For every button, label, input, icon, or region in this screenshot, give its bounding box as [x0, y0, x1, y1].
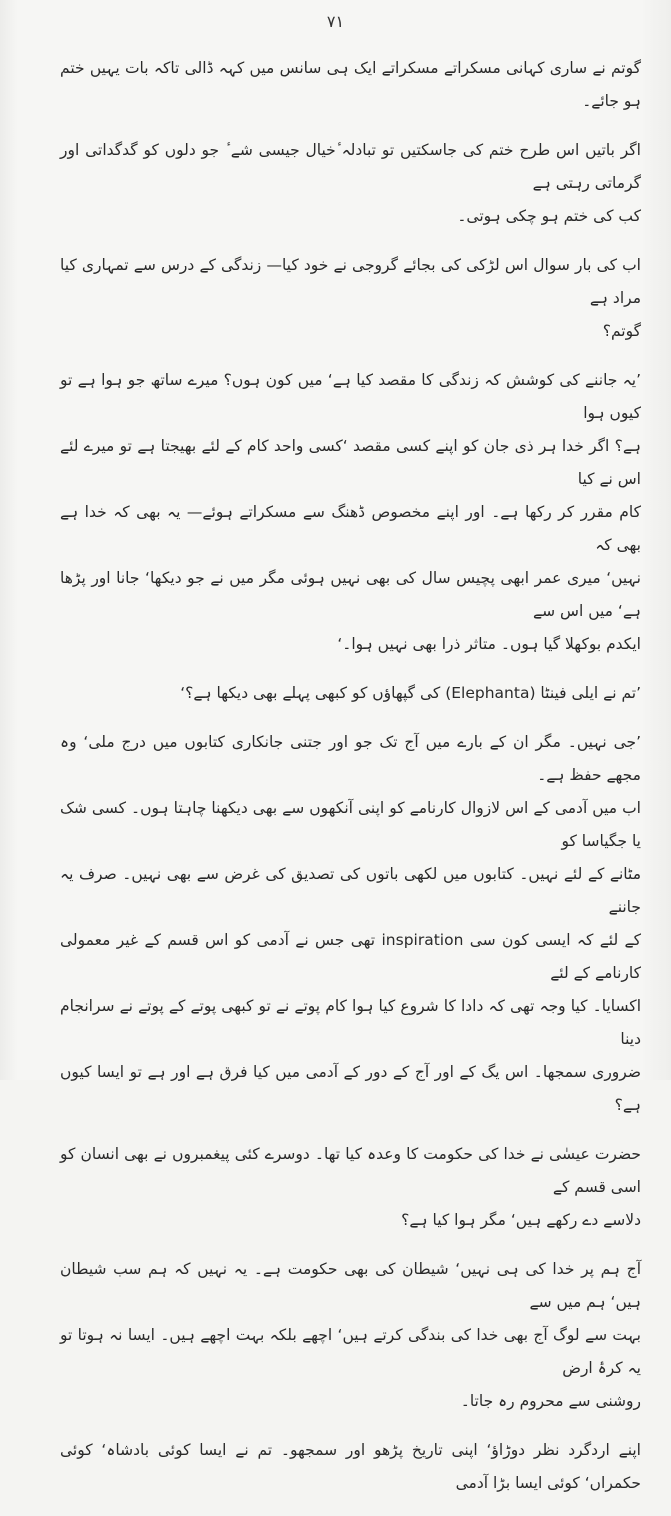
text-line: بہت سے لوگ آج بھی خدا کی بندگی کرتے ہیں‘ اچھے بلکہ بہت اچھے ہیں۔ ایسا نہ ہوتا تو یہ کرۂ ارض [60, 1326, 641, 1377]
text-line: مٹانے کے لئے نہیں۔ کتابوں میں لکھی باتوں کی تصدیق کی غرض سے بھی نہیں۔ صرف یہ جاننے [60, 865, 641, 916]
text-line: ’تم نے ایلی فینٹا (Elephanta) کی گپھاؤں کو کبھی پہلے بھی دیکھا ہے؟‘ [180, 684, 641, 702]
text-line: نہیں‘ میری عمر ابھی پچیس سال کی بھی نہیں ہوئی مگر میں نے جو دیکھا‘ جانا اور پڑھا ہے‘ میں اس سے [60, 569, 641, 620]
text-line: کے لئے کہ ایسی کون سی inspiration تھی جس نے آدمی کو اس قسم کے غیر معمولی کارنامے کے لئے [60, 931, 641, 982]
text-line: ’جی نہیں۔ مگر ان کے بارے میں آج تک جو اور جتنی جانکاری کتابوں میں درج ملی‘ وہ مجھے حفظ ہے۔ [60, 733, 641, 784]
text-line: روشنی سے محروم رہ جاتا۔ [460, 1392, 641, 1410]
paragraph [60, 1434, 641, 1500]
text-line: گوتم نے ساری کہانی مسکراتے مسکراتے ایک ہی سانس میں کہہ ڈالی تاکہ بات یہیں ختم ہو جائے۔ [60, 59, 641, 110]
text-line: ایکدم بوکھلا گیا ہوں۔ متاثر ذرا بھی نہیں ہوا۔‘ [337, 635, 641, 653]
text-line: اب کی بار سوال اس لڑکی کی بجائے گروجی نے خود کیا— زندگی کے درس سے تمہاری کیا مراد ہے [60, 256, 641, 307]
paragraph [60, 1253, 641, 1418]
text-line: آج ہم پر خدا کی ہی نہیں‘ شیطان کی بھی حکومت ہے۔ یہ نہیں کہ ہم سب شیطان ہیں‘ ہم میں سے [60, 1260, 641, 1311]
text-line: ہے؟ اگر خدا ہر ذی جان کو اپنے کسی مقصد ‘کسی واحد کام کے لئے بھیجتا ہے تو میرے لئے اس نے کیا [60, 437, 641, 488]
paragraph [60, 134, 641, 233]
text-line: دلاسے دے رکھے ہیں‘ مگر ہوا کیا ہے؟ [401, 1211, 641, 1229]
text-line: اکسایا۔ کیا وجہ تھی کہ دادا کا شروع کیا ہوا کام پوتے نے تو کبھی پوتے کے پوتے نے سرانجام دینا [60, 997, 641, 1048]
paragraph [60, 249, 641, 348]
text-line: اپنے اردگرد نظر دوڑاؤ‘ اپنی تاریخ پڑھو اور سمجھو۔ تم نے ایسا کوئی بادشاہ‘ کوئی حکمراں‘ کوئی ایسا بڑا آدمی [60, 1441, 641, 1492]
text-line: ’یہ جاننے کی کوشش کہ زندگی کا مقصد کیا ہے‘ میں کون ہوں؟ میرے ساتھ جو ہوا ہے تو کیوں ہوا [60, 371, 641, 422]
paragraph [60, 677, 641, 710]
text-line: ضروری سمجھا۔ اس یگ کے اور آج کے دور کے آدمی میں کیا فرق ہے اور ہے تو ایسا کیوں ہے؟ [60, 1063, 641, 1114]
paragraph [60, 364, 641, 661]
body-text [60, 52, 641, 1516]
text-line: کب کی ختم ہو چکی ہوتی۔ [457, 207, 641, 225]
text-line: حضرت عیسٰی نے خدا کی حکومت کا وعدہ کیا تھا۔ دوسرے کئی پیغمبروں نے بھی انسان کو اسی قسم کے [60, 1145, 641, 1196]
text-line: کام مقرر کر رکھا ہے۔ اور اپنے مخصوص ڈھنگ سے مسکراتے ہوئے— یہ بھی کہ خدا ہے بھی کہ [60, 503, 641, 554]
paragraph [60, 726, 641, 1122]
text-line: گوتم؟ [602, 322, 641, 340]
paragraph [60, 1138, 641, 1237]
page-number: ۷۱ [326, 12, 345, 31]
text-line: اگر باتیں اس طرح ختم کی جاسکتیں تو تبادلہ ٔخیال جیسی شے ٔ جو دلوں کو گدگداتی اور گرماتی رہتی ہے [60, 141, 641, 192]
paragraph [60, 52, 641, 118]
text-line: اب میں آدمی کے اس لازوال کارنامے کو اپنی آنکھوں سے بھی دیکھنا چاہتا ہوں۔ کسی شک یا جگیاسا کو [60, 799, 641, 850]
